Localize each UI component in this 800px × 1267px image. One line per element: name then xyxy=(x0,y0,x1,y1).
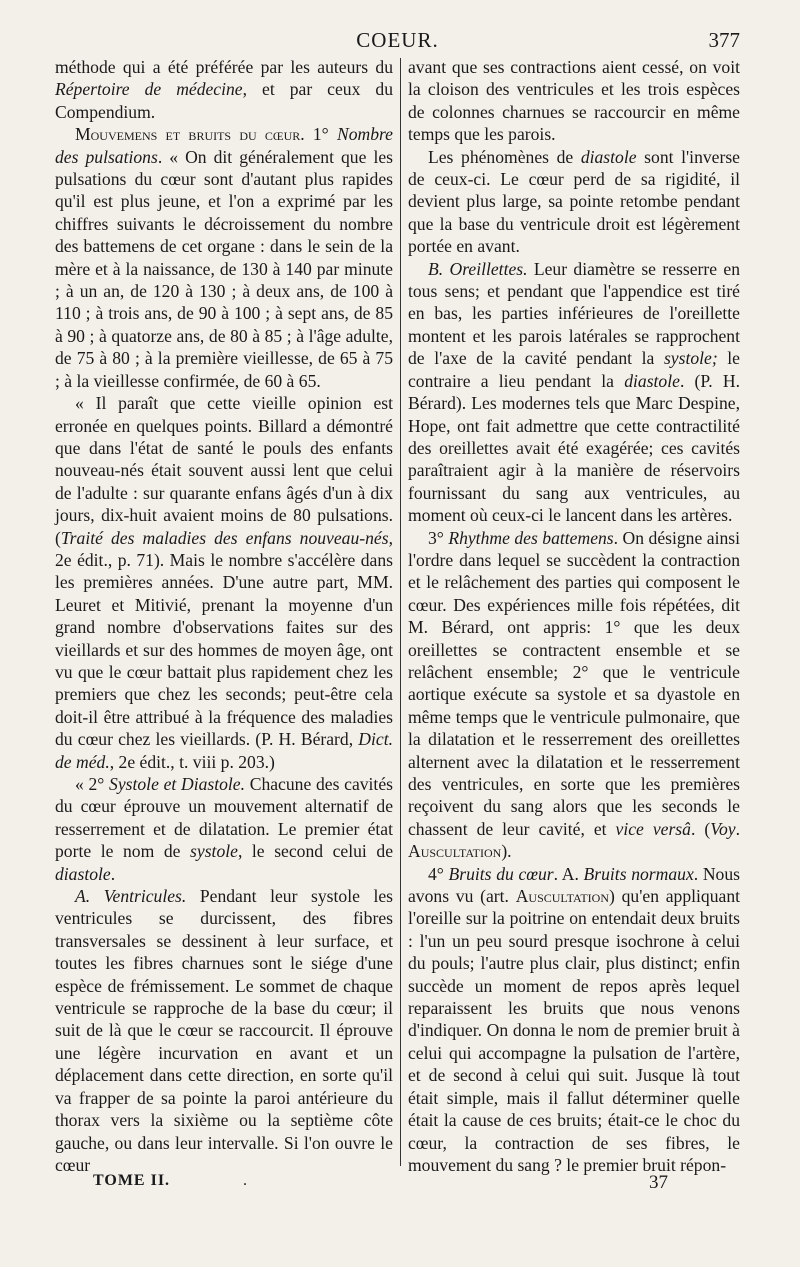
paragraph xyxy=(408,146,740,258)
italic-text: systole; xyxy=(663,348,718,369)
italic-text: systole xyxy=(190,841,238,862)
text-run: sont l'inverse de ceux-ci. Le cœur perd de sa rigidité, il devient plus large, sa pointe retombe pendant que la base du ventricule droit est légèrement portée en avant. xyxy=(408,146,740,257)
paragraph xyxy=(55,773,393,885)
footer-dot: . xyxy=(243,1172,247,1189)
paragraph xyxy=(55,56,393,123)
running-header xyxy=(55,28,740,54)
italic-text: A. Ventricules. xyxy=(75,886,187,907)
signature-mark: 37 xyxy=(649,1172,668,1193)
right-text-column xyxy=(408,56,740,1176)
text-run: . ( xyxy=(690,818,711,839)
text-run: . (P. H. Bérard). Les modernes tels que Marc Despine, Hope, ont fait admettre que cette contractilité des oreillettes avait été exagérée; ces cavités paraîtraient agir à la manière de réservoirs fournissant du sang aux ventricules, au moment où ceux-ci le lancent dans les artères. xyxy=(408,370,740,526)
paragraph xyxy=(55,123,393,392)
text-run: « Il paraît que cette vieille opinion est erronée en quelques points. Billard a démontré que dans l'état de santé le pouls des enfants nouveau-nés était souvent aussi lent que celui de l'adulte : sur quarante enfans âgés d'un à dix jours, dix-huit avaient moins de 80 pulsations. ( xyxy=(55,393,393,548)
paragraph xyxy=(408,258,740,527)
text-run: . xyxy=(110,863,116,884)
volume-label: TOME II. xyxy=(93,1172,171,1189)
italic-text: Traité des maladies des enfans nouveau-nés xyxy=(60,527,389,548)
text-run: , le second celui de xyxy=(237,841,393,862)
text-run: . « On dit généralement que les pulsations du cœur sont d'autant plus rapides qu'il est plus jeune, et l'on a exprimé par les chiffres suivants le décroissement du nombre des battemens de cet organe : dans le sein de la mère et à la naissance, de 130 à 140 par minute ; à un an, de 120 à 130 ; à deux ans, de 100 à 110 ; à trois ans, de 90 à 100 ; à sept ans, de 85 à 90 ; à quatorze ans, de 80 à 85 ; à l'âge adulte, de 75 à 80 ; à la première vieillesse, de 65 à 75 ; à la vieillesse confirmée, de 60 à 65. xyxy=(55,146,393,391)
italic-text: diastole xyxy=(624,370,680,391)
paragraph xyxy=(55,392,393,773)
italic-text: Bruits normaux xyxy=(583,863,694,884)
italic-text: Voy xyxy=(710,818,736,839)
text-run: . Nous avons vu (art. xyxy=(408,863,740,907)
column-divider xyxy=(400,58,401,1166)
page-footer xyxy=(55,1172,740,1196)
italic-text: diastole xyxy=(580,146,637,167)
text-run: . xyxy=(735,818,740,839)
text-run: Pendant leur systole les ventricules se durcissent, des fibres transversales se dessinent à leur surface, et toutes les fibres charnues sont le siége d'une espèce de frémissement. Le sommet de chaque ventricule se rapproche de la base du cœur; il suit de là que le cœur se raccourcit. Il éprouve une légère incurvation en avant et un déplacement dans cette direction, en sorte qu'il va frapper de sa pointe la paroi antérieure du thorax vers la sixième ou la septième côte gauche, ou dans leur intervalle. Si l'on ouvre le cœur xyxy=(55,886,394,1175)
left-text-column xyxy=(55,56,393,1176)
text-run: . 1° xyxy=(300,124,337,145)
text-run: Leur diamètre se resserre en tous sens; et pendant que l'appendice est tiré en bas, les parties inférieures de l'oreillette montent et les parois latérales se rapprochent de l'axe de la cavité pendant la xyxy=(408,258,740,369)
italic-text: Dict. de méd. xyxy=(55,729,393,772)
page-number: 377 xyxy=(708,28,740,52)
text-run: 4° xyxy=(428,863,449,884)
text-run: 3° xyxy=(428,527,449,548)
running-title: COEUR. xyxy=(356,28,439,52)
italic-text: B. Oreillettes. xyxy=(428,258,528,279)
text-run: Les phénomènes de xyxy=(428,146,581,167)
italic-text: Rhythme des battemens xyxy=(448,527,614,548)
text-run: « 2° xyxy=(75,774,110,794)
text-run: méthode qui a été préférée par les auteurs du xyxy=(55,57,393,77)
paragraph xyxy=(408,527,740,863)
text-run: le contraire a lieu pendant la xyxy=(408,348,740,391)
italic-text: Nombre des pulsations xyxy=(55,124,393,167)
text-run: , 2e édit., t. viii p. 203.) xyxy=(109,751,275,772)
paragraph xyxy=(408,863,740,1177)
italic-text: Bruits du cœur xyxy=(448,863,554,884)
italic-text: Répertoire de médecine xyxy=(55,79,243,100)
italic-text: Systole et Diastole. xyxy=(109,774,246,794)
paragraph xyxy=(408,56,740,146)
italic-text: diastole xyxy=(55,863,111,884)
small-caps-text: Auscultation xyxy=(515,886,610,907)
italic-text: vice versâ xyxy=(615,818,691,839)
text-run: avant que ses contractions aient cessé, on voit la cloison des ventricules et les trois espèces de colonnes charnues se raccourcir en même temps que les parois. xyxy=(408,57,740,145)
text-run: . On désigne ainsi l'ordre dans lequel se succèdent la contraction et le relâchement des parties qui composent le cœur. Des expériences mille fois répétées, dit M. Bérard, ont appris: 1° que les deux oreillettes se contractent ensemble et se relâchent ensemble; 2° que le ventricule aortique exécute sa systole et sa dyastole en même temps que le ventricule pulmonaire, que la dilatation et le resserrement des oreillettes alternent avec la dilatation et le resserrement des ventricules, en sorte que les premières reçoivent du sang alors que les seconds le chassent de leur cavité, et xyxy=(408,527,740,839)
small-caps-text: Auscultation xyxy=(408,841,502,862)
text-run: ) qu'en appliquant l'oreille sur la poitrine on entendait deux bruits : l'un un peu sourd presque isochrone à celui du pouls; l'autre plus clair, plus distinct; enfin succède un moment de repos après lequel reparaissent les bruits que nous venons d'indiquer. On donna le nom de premier bruit à celui qui accompagne la pulsation de l'artère, et de second à celui qui suit. Jusque là tout était simple, mais il fallut déterminer quelle était la cause de ces bruits; était-ce le choc du cœur, la contraction de ses fibres, le mouvement du sang ? le premier bruit répon- xyxy=(408,886,741,1175)
text-run: , 2e édit., p. 71). Mais le nombre s'accélère dans les premières années. D'une autre part, MM. Leuret et Mitivié, prenant la moyenne d'un grand nombre d'observations faites sur des vieillards et sur des hommes de moyen âge, ont vu que le cœur battait plus rapidement chez les premiers que chez les seconds; peut-être cela doit-il être attribué à la fréquence des maladies du cœur chez les vieillards. (P. H. Bérard, xyxy=(55,527,393,750)
text-run: Chacune des cavités du cœur éprouve un mouvement alternatif de resserrement et de dilatation. Le premier état porte le nom de xyxy=(55,774,393,862)
text-run: ). xyxy=(501,841,512,862)
text-run: . A. xyxy=(553,863,584,884)
text-run: , et par ceux du Compendium. xyxy=(55,79,393,122)
paragraph xyxy=(55,885,393,1176)
small-caps-text: Mouvemens et bruits du cœur xyxy=(75,124,301,145)
